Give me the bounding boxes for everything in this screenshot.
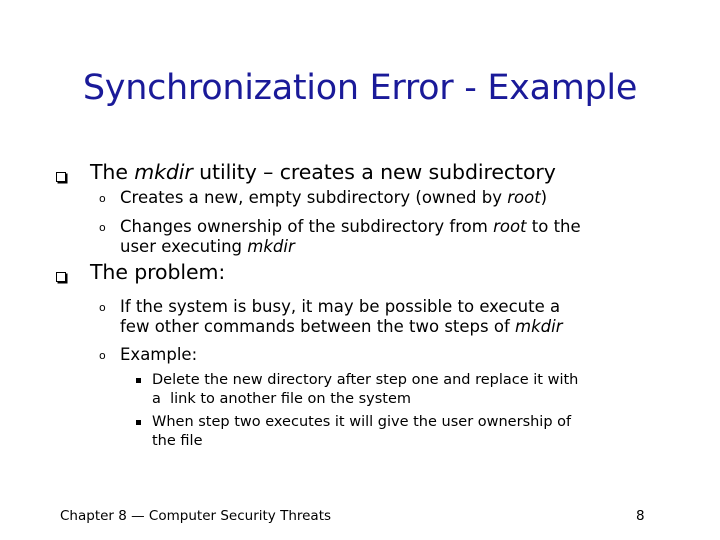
sub-bullet-example: Example: [120, 345, 198, 364]
bullet-mkdir-utility [90, 160, 556, 184]
text: a link to another file on the system [152, 390, 412, 407]
sub-bullet-creates [120, 188, 547, 208]
bullet-small-square-icon [136, 378, 141, 383]
emphasis: mkdir [247, 237, 295, 256]
emphasis: mkdir [134, 160, 193, 184]
page-number: 8 [636, 508, 645, 524]
detail-step-two [152, 413, 571, 450]
footer-chapter: Chapter 8 — Computer Security Threats [60, 508, 332, 524]
detail-delete-directory [152, 371, 578, 408]
bullet-square-icon [56, 172, 66, 182]
sub-bullet-changes-ownership [120, 217, 581, 257]
text: the file [152, 432, 203, 449]
bullet-circle-icon: o [99, 349, 106, 362]
text: Changes ownership of the subdirectory from [120, 217, 494, 236]
slide-title: Synchronization Error - Example [82, 68, 638, 108]
text: If the system is busy, it may be possible to execute a [120, 297, 561, 316]
text: utility – creates a new subdirectory [192, 160, 556, 184]
text: The [90, 160, 135, 184]
text: ) [540, 188, 548, 207]
bullet-circle-icon: o [99, 192, 106, 205]
emphasis: root [493, 217, 527, 236]
emphasis: mkdir [515, 317, 563, 336]
bullet-the-problem: The problem: [90, 260, 226, 284]
text: user executing [120, 237, 248, 256]
bullet-circle-icon: o [99, 221, 106, 234]
sub-bullet-system-busy [120, 297, 563, 337]
bullet-small-square-icon [136, 420, 141, 425]
text: Creates a new, empty subdirectory (owned by [120, 188, 508, 207]
emphasis: root [507, 188, 541, 207]
text: few other commands between the two steps of [120, 317, 516, 336]
bullet-circle-icon: o [99, 301, 106, 314]
bullet-square-icon [56, 272, 66, 282]
text: Delete the new directory after step one and replace it with [152, 372, 579, 388]
text: to the [526, 217, 581, 236]
text: When step two executes it will give the user ownership of [152, 414, 572, 430]
